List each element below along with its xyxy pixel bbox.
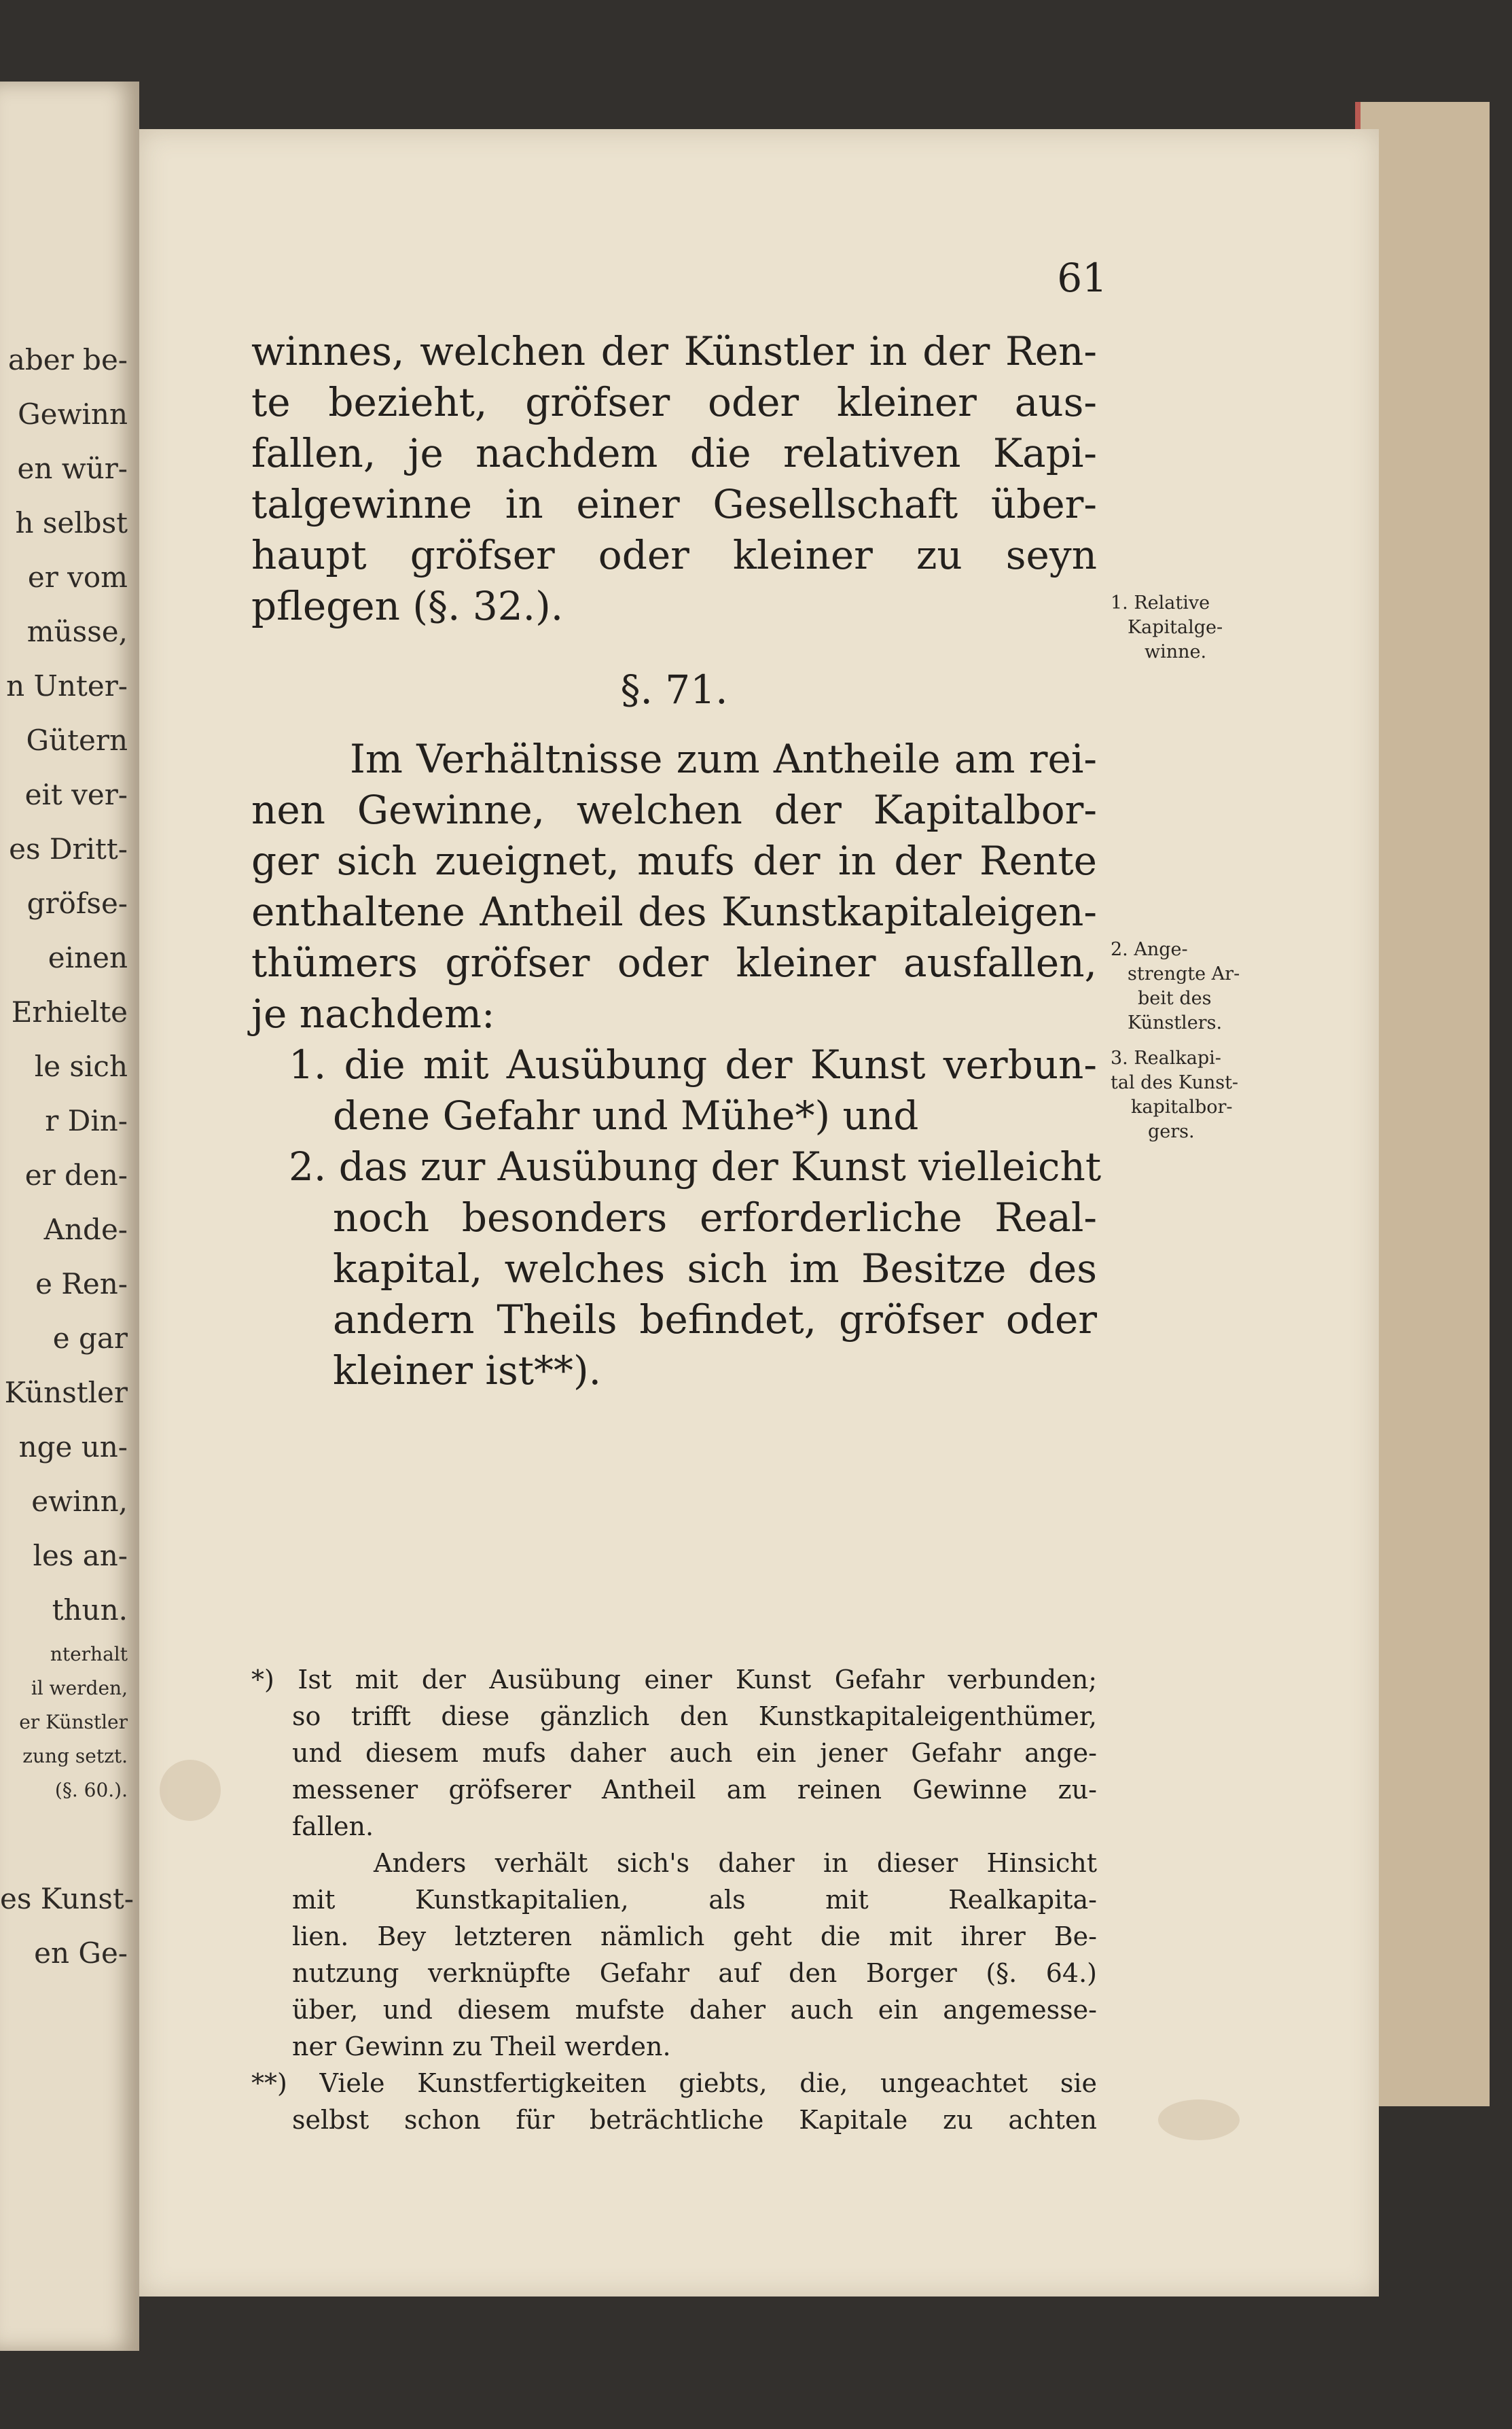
text-line: enthaltene Antheil des Kunstkapitaleigen- bbox=[251, 889, 1097, 935]
left-line: ewinn, bbox=[31, 1485, 128, 1518]
margin-note-line: beit des bbox=[1138, 988, 1212, 1009]
footnote-line: ner Gewinn zu Theil werden. bbox=[292, 2032, 671, 2061]
left-line: Künstler bbox=[4, 1376, 128, 1409]
list-item-line: kapital, welches sich im Besitze des bbox=[333, 1245, 1097, 1292]
footnote-line: **) Viele Kunstfertigkeiten giebts, die, ungeachtet sie bbox=[251, 2068, 1097, 2098]
main-text bbox=[251, 326, 1102, 1396]
list-item-line: dene Gefahr und Mühe*) und bbox=[333, 1093, 919, 1139]
section-heading: §. 71. bbox=[620, 667, 728, 713]
margin-note-realcapital bbox=[1111, 1046, 1355, 1144]
left-page-text bbox=[0, 333, 136, 1981]
margin-note-line: Kapitalge- bbox=[1128, 617, 1223, 638]
footnote-line: so trifft diese gänzlich den Kunstkapitaleigenthümer, bbox=[292, 1701, 1097, 1731]
text-line: ger sich zueignet, mufs der in der Rente bbox=[251, 838, 1097, 884]
left-line: les an- bbox=[33, 1539, 128, 1572]
text-line: haupt gröfser oder kleiner zu seyn bbox=[251, 532, 1097, 578]
margin-note-line: 3. Realkapi- bbox=[1111, 1048, 1221, 1069]
margin-note-line: strengte Ar- bbox=[1128, 963, 1240, 985]
text-line: thümers gröfser oder kleiner ausfallen, bbox=[251, 940, 1097, 986]
margin-note-line: tal des Kunst- bbox=[1111, 1072, 1239, 1093]
footnote-line: selbst schon für beträchtliche Kapitale zu achten bbox=[292, 2105, 1097, 2135]
text-line: nen Gewinne, welchen der Kapitalbor- bbox=[251, 787, 1097, 833]
left-line: en Ge- bbox=[34, 1936, 128, 1970]
paper-stain bbox=[1158, 2099, 1240, 2140]
left-line: es Dritt- bbox=[9, 832, 128, 866]
text-line: je nachdem: bbox=[251, 991, 495, 1037]
list-item-line: kleiner ist**). bbox=[333, 1347, 602, 1394]
left-line: es Kunst- bbox=[0, 1882, 134, 1915]
margin-note-line: kapitalbor- bbox=[1131, 1097, 1233, 1118]
list-item-line: andern Theils befindet, gröfser oder bbox=[333, 1296, 1097, 1343]
footnote-line: lien. Bey letzteren nämlich geht die mit ihrer Be- bbox=[292, 1921, 1097, 1951]
left-small-line: nterhalt bbox=[50, 1643, 128, 1665]
left-line: einen bbox=[48, 941, 128, 974]
footnote-line: über, und diesem mufste daher auch ein angemesse- bbox=[292, 1995, 1097, 2025]
left-line: le sich bbox=[34, 1050, 128, 1083]
left-line: er den- bbox=[24, 1158, 128, 1192]
margin-note-effort bbox=[1111, 938, 1355, 1035]
left-facing-page bbox=[0, 82, 139, 2351]
margin-note-line: gers. bbox=[1148, 1121, 1195, 1142]
text-line: fallen, je nachdem die relativen Kapi- bbox=[251, 430, 1097, 476]
left-line: e Ren- bbox=[35, 1267, 128, 1300]
left-small-line: er Künstler bbox=[19, 1711, 128, 1733]
margin-note-line: Künstlers. bbox=[1128, 1012, 1223, 1033]
list-item-line: noch besonders erforderliche Real- bbox=[333, 1194, 1097, 1241]
left-line: thun. bbox=[52, 1593, 128, 1627]
list-item-line: 2. das zur Ausübung der Kunst vielleicht bbox=[289, 1143, 1102, 1190]
footnote-line: fallen. bbox=[292, 1811, 374, 1841]
left-line: Gütern bbox=[26, 724, 128, 757]
page-number: 61 bbox=[1057, 255, 1107, 301]
left-line: Erhielte bbox=[11, 995, 128, 1029]
left-spacer bbox=[0, 1807, 136, 1872]
list-item-line: 1. die mit Ausübung der Kunst verbun- bbox=[289, 1042, 1097, 1088]
footnote-line: mit Kunstkapitalien, als mit Realkapita- bbox=[292, 1885, 1097, 1915]
left-line: en wür- bbox=[17, 452, 128, 485]
text-line: talgewinne in einer Gesellschaft über- bbox=[251, 481, 1097, 527]
footnotes bbox=[251, 1661, 1097, 2138]
margin-note-line: 1. Relative bbox=[1111, 592, 1210, 614]
left-small-line: il werden, bbox=[31, 1677, 128, 1699]
footnote-line: messener gröfserer Antheil am reinen Gewinne zu- bbox=[292, 1775, 1097, 1805]
footnote-line: und diesem mufs daher auch ein jener Gefahr ange- bbox=[292, 1738, 1097, 1768]
left-line: Ande- bbox=[43, 1213, 128, 1246]
left-line: aber be- bbox=[7, 343, 128, 376]
footnote-line: nutzung verknüpfte Gefahr auf den Borger (§. 64.) bbox=[292, 1958, 1097, 1988]
footnote-line: *) Ist mit der Ausübung einer Kunst Gefahr verbunden; bbox=[251, 1665, 1097, 1695]
left-line: h selbst bbox=[15, 506, 128, 539]
text-line: winnes, welchen der Künstler in der Ren- bbox=[251, 328, 1097, 374]
left-line: er vom bbox=[27, 561, 128, 594]
left-line: r Din- bbox=[45, 1104, 128, 1137]
left-line: müsse, bbox=[26, 615, 128, 648]
text-line: Im Verhältnisse zum Antheile am rei- bbox=[350, 736, 1097, 782]
left-line: eit ver- bbox=[24, 778, 128, 811]
left-line: nge un- bbox=[18, 1430, 128, 1464]
margin-note-relative bbox=[1111, 591, 1355, 664]
left-line: n Unter- bbox=[6, 669, 128, 703]
left-line: Gewinn bbox=[18, 397, 128, 431]
text-line: te bezieht, gröfser oder kleiner aus- bbox=[251, 379, 1097, 425]
book-page bbox=[139, 129, 1379, 2297]
margin-note-line: winne. bbox=[1145, 641, 1207, 662]
left-small-line: zung setzt. bbox=[22, 1745, 128, 1767]
paper-stain bbox=[160, 1760, 221, 1821]
margin-note-line: 2. Ange- bbox=[1111, 939, 1188, 960]
left-line: e gar bbox=[52, 1322, 128, 1355]
left-small-line: (§. 60.). bbox=[54, 1779, 128, 1801]
left-line: gröfse- bbox=[26, 887, 128, 920]
text-line: pflegen (§. 32.). bbox=[251, 583, 564, 629]
footnote-line: Anders verhält sich's daher in dieser Hinsicht bbox=[374, 1848, 1097, 1878]
